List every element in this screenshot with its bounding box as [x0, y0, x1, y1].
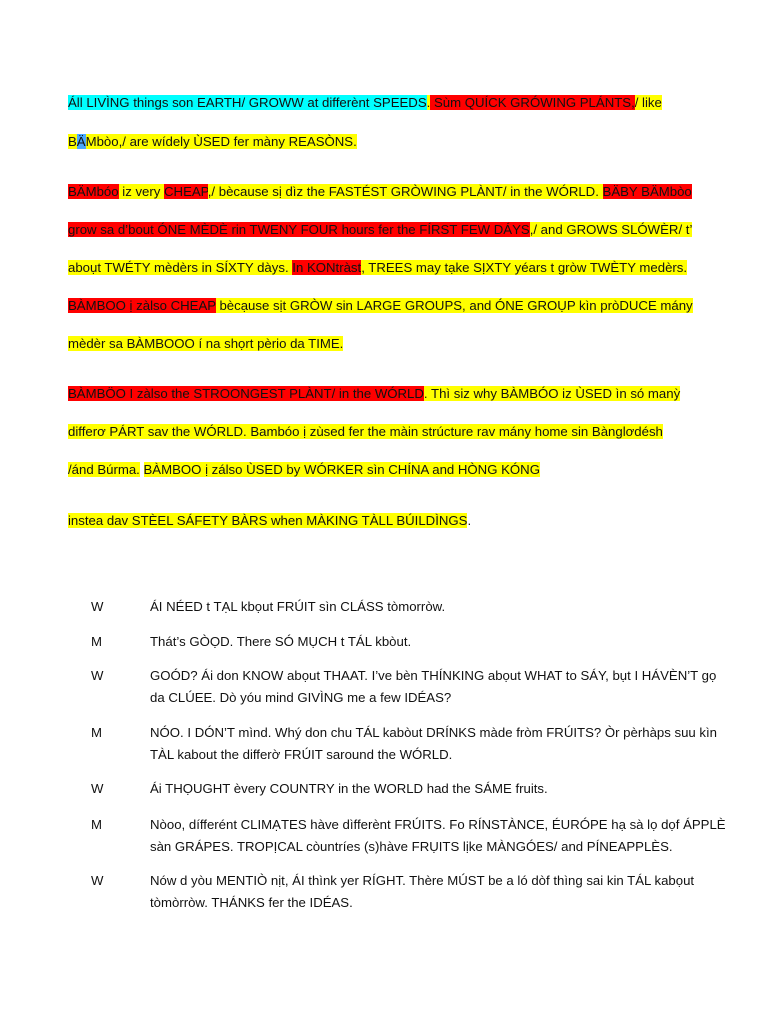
highlighted-text-yellow: B: [68, 134, 77, 149]
passage-line: [68, 461, 540, 479]
utterance-text: Nów d yòu MENTIÒ nịt, ÁI thìnk yer RÍGHT. Thère MÚST be a ló dòf thìng sai kin TÁL kabọut tòmòrròw. THÁNKS fer the IDÉAS.: [150, 873, 695, 910]
highlighted-text-yellow: . Thì siz why BÀMBÓO iz ÙSED ìn só manỳ: [423, 386, 681, 401]
highlighted-text-yellow: bècạuse sịt GRÒW sin LARGE GROUPS, and ÓNE GROỤP kìn pròDUCE mány: [215, 298, 693, 313]
speaker-label: W: [91, 873, 104, 888]
speaker-label: M: [91, 634, 102, 649]
highlighted-text-red: Sùm QUÍCK GRÓWING PLÁNTS,: [430, 95, 635, 110]
utterance-text: NÓO. I DÓN’T mìnd. Whý don chu TÁL kabòut DRÍNKS màde fròm FRÚITS? Òr pèrhàps suu kìn TÀL kabout the differờ FRÚIT saround the WÓRLD.: [150, 725, 718, 762]
highlighted-text-red: grow sa d’bout ÓNE MÈDÈ rin TWENY FOUR hours fer the FÍRST FEW DÁYS: [68, 222, 530, 237]
speaker-label: W: [91, 668, 104, 683]
utterance-text: Nòoo, dífferént CLIMẠTES hàve dìfferènt FRÚITS. Fo RÍNSTÀNCE, ÉURÓPE hạ sà lọ dọf ÁPPLÈ sàn GRÁPES. TROPỊCAL còuntríes (s)hàve FRỤITS lịke MÀNGÓES/ and PÍNEAPPLÈS.: [150, 817, 726, 854]
highlighted-text-red: BÀMBÖO I zàlso the STROONGEST PLÀNT/ in the WÓRLD: [68, 386, 424, 401]
speaker-label: W: [91, 599, 104, 614]
highlighted-text-yellow: iz very: [118, 184, 165, 199]
passage-line: [68, 423, 663, 441]
highlighted-text-red: In KONtràst: [292, 260, 362, 275]
highlighted-text-yellow: instea dav STÈEL SÁFETY BÀRS when MÀKING TÀLL BÚILDÌNGS: [68, 513, 468, 528]
passage-line: [68, 221, 692, 239]
utterance-text: Ái THỌUGHT èvery COUNTRY in the WORLD had the SÁME fruits.: [150, 781, 548, 796]
text-segment: .: [467, 513, 472, 528]
highlighted-text-yellow: .: [426, 95, 431, 110]
utterance-text: ÁI NÉED t TẠL kbọut FRÚIT sìn CLÁSS tòmorròw.: [150, 599, 446, 614]
highlighted-text-yellow: Mbòo,/ are wídely ÙSED fer màny REASÒNS.: [85, 134, 357, 149]
passage-line: [68, 259, 687, 277]
utterance-text: Thát’s GÒỌD. There SÓ MỤCH t TÁL kbòut.: [150, 634, 412, 649]
utterance-text: GOÓD? Ái don KNOW abọut THAAT. I’ve bèn THÍNKING abọut WHAT to SÁY, bụt I HÁVÈN’T gọ da CLÚEE. Dò yóu mind GIVÌNG me a few IDÉAS?: [150, 668, 717, 705]
highlighted-text-yellow: mèdèr sa BÀMBOOO í na shọrt pèrio da TIME.: [68, 336, 344, 351]
text-segment: [140, 462, 144, 477]
passage-line: [68, 512, 471, 530]
highlighted-text-cyan: Áll LIVÌNG things son EARTH/ GROWW at differènt SPEEDS: [68, 95, 427, 110]
highlighted-text-yellow: ,/ bècause sị dìz the FASTÉST GRÒWING PLÀNT/ in the WÓRLD.: [207, 184, 603, 199]
highlighted-text-yellow: / like: [634, 95, 662, 110]
highlighted-text-red: BÀMBOO ị zàlso CHEAP: [68, 298, 216, 313]
passage-line: [68, 94, 662, 112]
passage-line: [68, 385, 680, 403]
passage-line: [68, 133, 357, 151]
passage-line: [68, 183, 692, 201]
highlighted-text-yellow: ,/ and GROWS SLÓWÈR/ t’: [529, 222, 693, 237]
speaker-label: M: [91, 817, 102, 832]
highlighted-text-red: BÄBY BÄMbòo: [602, 184, 692, 199]
highlighted-text-blue: Ä: [76, 134, 86, 149]
passage-line: [68, 335, 343, 353]
highlighted-text-yellow: /ánd Búrma.: [68, 462, 140, 477]
highlighted-text-yellow: , TREES may tạke SỊXTY yéars t gròw TWÈTY medèrs.: [361, 260, 688, 275]
highlighted-text-yellow: aboụt TWÉTY mèdèrs in SÍXTY dàys.: [68, 260, 293, 275]
highlighted-text-red: CHEAP: [164, 184, 208, 199]
passage-line: [68, 297, 693, 315]
speaker-label: M: [91, 725, 102, 740]
highlighted-text-red: BÄMbóo: [68, 184, 119, 199]
highlighted-text-yellow: BÀMBOO ị zálso ÙSED by WÓRKER sìn CHÍNA and HÒNG KÓNG: [143, 462, 540, 477]
highlighted-text-yellow: differơ PÁRT sav the WÓRLD. Bambóo ị zùsed fer the màin strúcture rav mány home sin Bànglơdésh: [68, 424, 663, 439]
speaker-label: W: [91, 781, 104, 796]
